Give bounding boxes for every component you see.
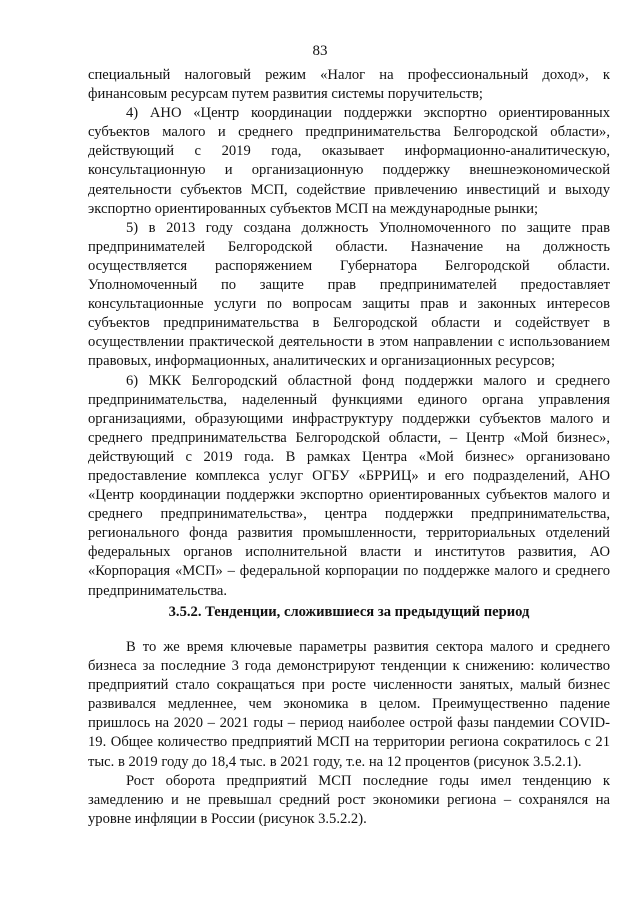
paragraph-item-4: 4) АНО «Центр координации поддержки экспортно ориентированных субъектов малого и среднего предпринимательства Белгородской области», действующий с 2019 года, оказывает информационно-аналитическую, консультационную и организационную поддержку внешнеэкономической деятельности субъектов МСП, содействие привлечению инвестиций и выходу экспортно ориентированных субъектов МСП на международные рынки; xyxy=(88,105,610,217)
page-number: 83 xyxy=(312,43,328,59)
paragraph-trends: В то же время ключевые параметры развития сектора малого и среднего бизнеса за последние 3 года демонстрируют тенденции к снижению: количество предприятий стало сокращаться при росте численности занятых, малый бизнес развивался медленнее, чем экономика в целом. Преимущественно падение пришлось на 2020 – 2021 годы – период наиболее острой фазы пандемии COVID-19. Общее количество предприятий МСП на территории региона сократилось с 21 тыс. в 2019 году до 18,4 тыс. в 2021 году, т.е. на 12 процентов (рисунок 3.5.2.1). xyxy=(88,639,610,770)
paragraph-turnover: Рост оборота предприятий МСП последние годы имел тенденцию к замедлению и не превышал средний рост экономики региона – сохранялся на уровне инфляции в России (рисунок 3.5.2.2). xyxy=(88,772,610,827)
paragraph-item-6: 6) МКК Белгородский областной фонд поддержки малого и среднего предпринимательства, наделенный функциями единого органа управления организациями, образующими инфраструктуру поддержки субъектов малого и среднего предпринимательства Белгородской области, – Центр «Мой бизнес», действующий с 2019 года. В рамках Центра «Мой бизнес» организовано предоставление комплекса услуг ОГБУ «БРРИЦ» и его подразделений, АНО «Центр координации поддержки экспортно ориентированных субъектов малого и среднего предпринимательства», центра поддержки предпринимательства, регионального фонда развития промышленности, территориальных отделений федеральных органов исполнительной власти и институтов развития, АО «Корпорация «МСП» – федеральной корпорации по поддержке малого и среднего предпринимательства. xyxy=(88,372,610,599)
paragraph-item-5: 5) в 2013 году создана должность Уполномоченного по защите прав предпринимателей Белгородской области. Назначение на должность осуществляется распоряжением Губернатора Белгородской области. Уполномоченный по защите прав предпринимателей предоставляет консультационные услуги по вопросам защиты прав и законных интересов субъектов предпринимательства в Белгородской области и содействует в осуществлении практической деятельности в этом направлении с использованием правовых, информационных, аналитических и организационных ресурсов; xyxy=(88,219,610,370)
section-heading: 3.5.2. Тенденции, сложившиеся за предыдущий период xyxy=(168,604,530,620)
text-block-top xyxy=(88,66,610,601)
paragraph-continuation: специальный налоговый режим «Налог на профессиональный доход», к финансовым ресурсам путем развития системы поручительств; xyxy=(88,67,610,103)
text-block-bottom xyxy=(88,638,610,829)
